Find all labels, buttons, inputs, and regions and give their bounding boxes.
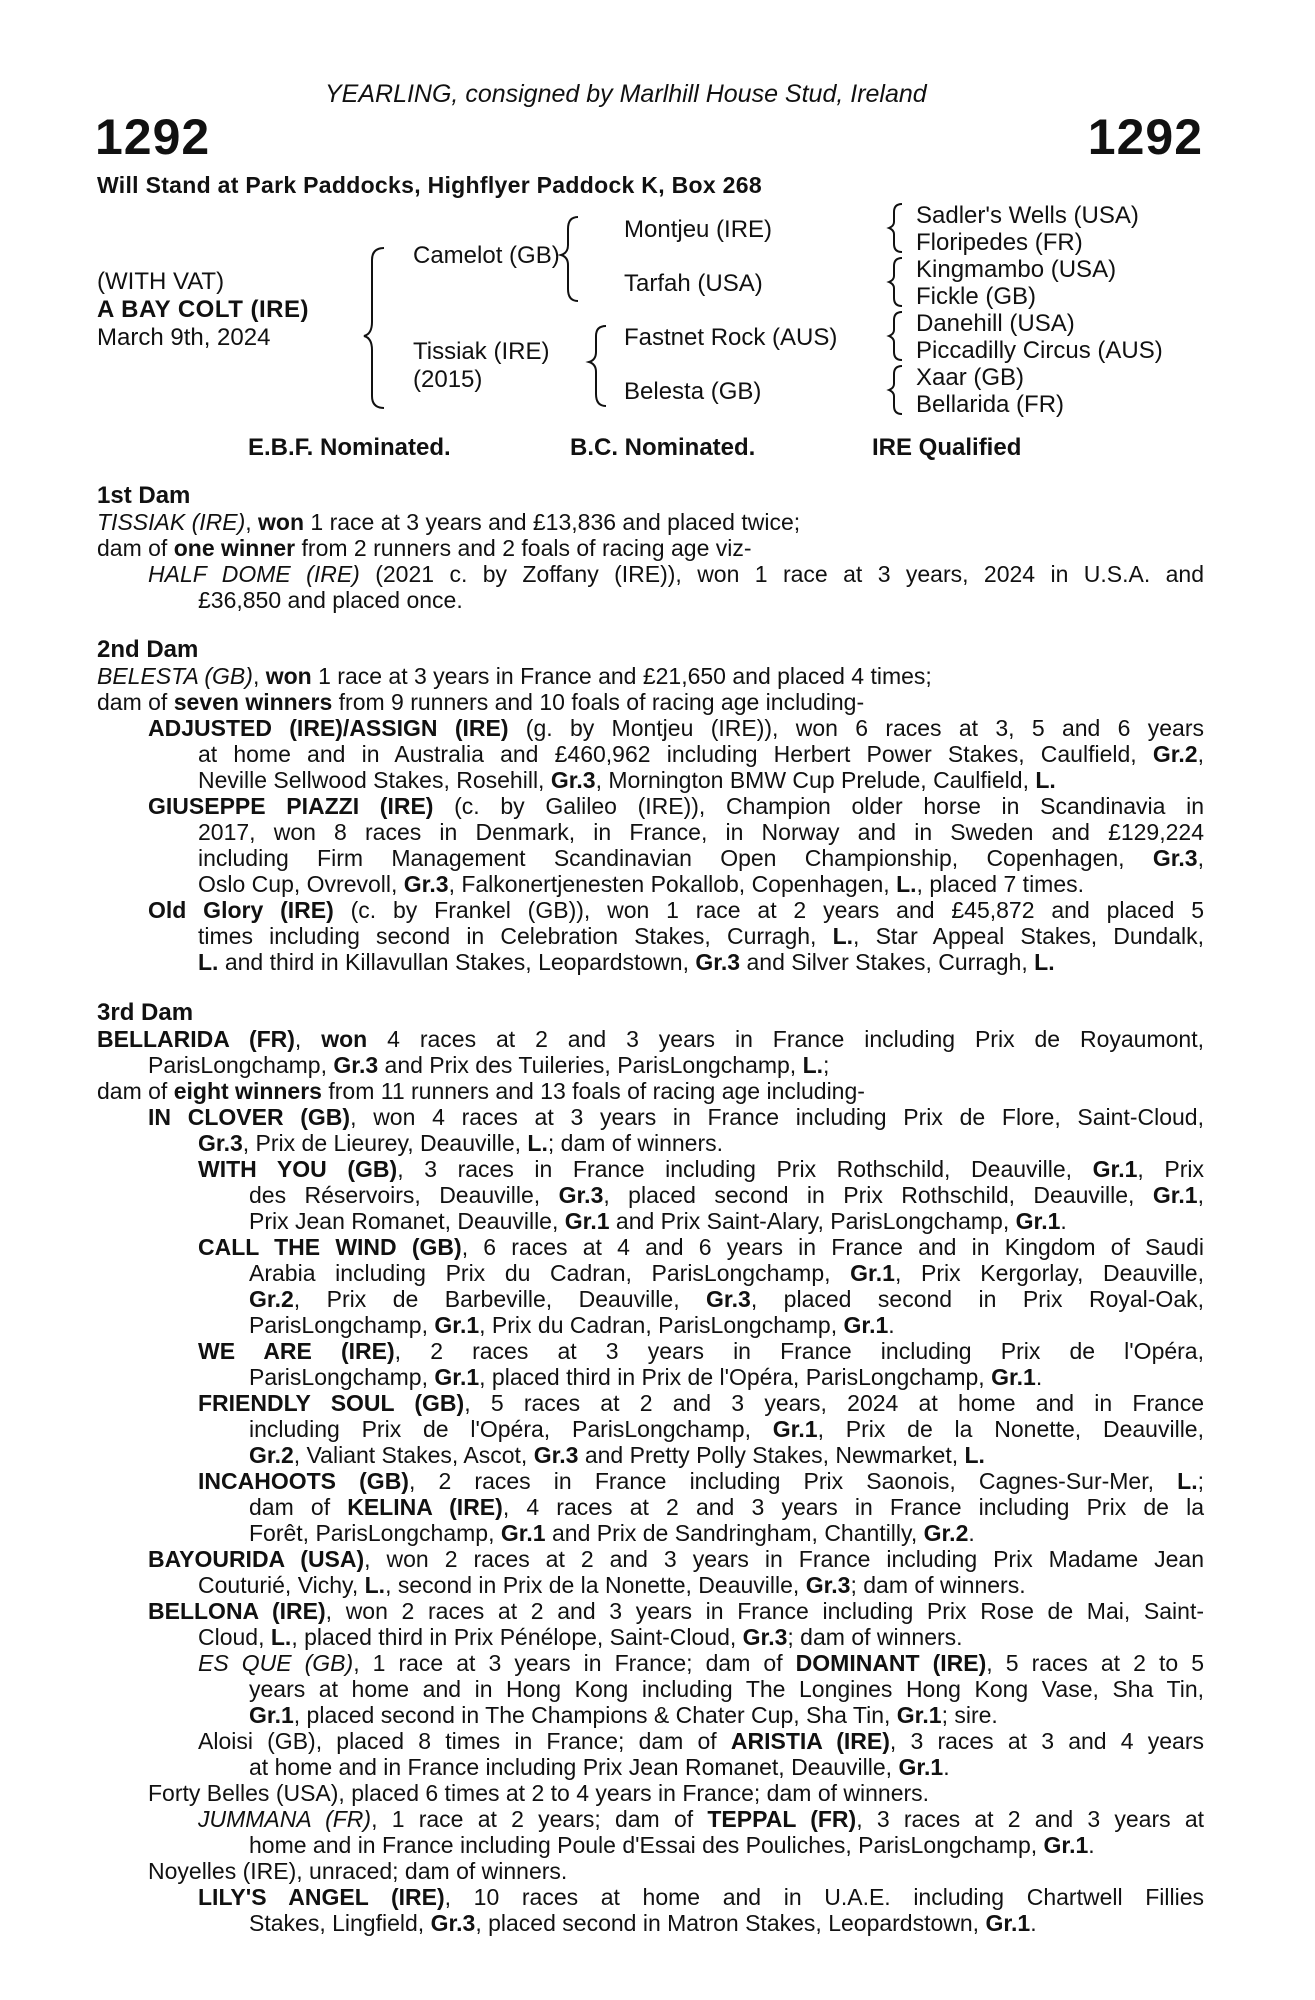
text-segment: ; dam of winners. [787, 1624, 963, 1650]
text-segment: TEPPAL (FR) [707, 1806, 857, 1832]
text-segment: from 9 runners and 10 foals of racing age including- [332, 689, 865, 715]
text-segment: KELINA (IRE) [347, 1494, 503, 1520]
text-segment: Gr.1 [772, 1416, 818, 1442]
brace-g3 [889, 312, 902, 360]
text-line [148, 1052, 829, 1078]
text-segment: . [888, 1312, 895, 1338]
dam-sire: Fastnet Rock (AUS) [624, 324, 838, 351]
text-segment: , 3 races at 3 and 4 years [889, 1728, 1204, 1754]
text-segment: 4 races at 2 and 3 years in France including Prix de Royaumont, [367, 1026, 1204, 1052]
text-segment: home and in France including Poule d'Essai des Pouliches, ParisLongchamp, [249, 1832, 1044, 1858]
text-line [198, 1806, 1204, 1832]
text-line [198, 1572, 1026, 1598]
text-segment: , [245, 509, 259, 535]
sire: Camelot (GB) [413, 242, 560, 269]
text-segment: 2nd Dam [97, 636, 199, 663]
text-segment: , placed second in Matron Stakes, Leopardstown, [475, 1910, 986, 1936]
text-segment: Gr.1 [850, 1260, 895, 1286]
text-segment: dam of [249, 1494, 348, 1520]
gen3-3: Kingmambo (USA) [916, 256, 1117, 283]
gen3-5: Danehill (USA) [916, 310, 1075, 337]
gen3-2: Floripedes (FR) [916, 229, 1083, 256]
text-segment: Oslo Cup, Ovrevoll, [198, 871, 404, 897]
text-segment: one winner [173, 535, 296, 561]
text-line [198, 1650, 1204, 1676]
text-segment: at home and in France including Prix Jean Romanet, Deauville, [249, 1754, 899, 1780]
dam-year: (2015) [413, 366, 483, 393]
text-segment: Gr.1 [434, 1312, 480, 1338]
text-segment: . [943, 1754, 950, 1780]
text-segment: Gr.3 [403, 871, 449, 897]
text-segment: GIUSEPPE PIAZZI (IRE) [148, 793, 434, 819]
text-line [249, 1702, 998, 1728]
text-segment: BELLONA (IRE) [148, 1598, 326, 1624]
text-segment: Gr.1 [896, 1702, 942, 1728]
text-segment: BELLARIDA (FR) [97, 1026, 295, 1052]
text-line [249, 1286, 1204, 1312]
text-line [249, 1312, 895, 1338]
text-segment: Gr.2 [1152, 741, 1198, 767]
text-line [198, 845, 1204, 871]
text-segment: BAYOURIDA (USA) [148, 1546, 365, 1572]
text-segment: , 5 races at 2 and 3 years, 2024 at home and in France [464, 1390, 1205, 1416]
text-line [198, 1728, 1204, 1754]
text-segment: Gr.3 [1152, 845, 1198, 871]
text-segment: Gr.1 [991, 1364, 1036, 1390]
text-segment: INCAHOOTS (GB) [198, 1468, 409, 1494]
text-segment: Forty Belles (USA), placed 6 times at 2 to 4 years in France; dam of winners. [148, 1780, 930, 1806]
text-segment: , 3 races at 2 and 3 years at [856, 1806, 1205, 1832]
text-segment: , placed second in Prix Royal-Oak, [750, 1286, 1204, 1312]
text-segment: ; dam of winners. [547, 1130, 724, 1156]
text-segment: Gr.1 [843, 1312, 889, 1338]
text-line [148, 561, 1204, 587]
text-segment: L. [527, 1130, 548, 1156]
text-segment: ARISTIA (IRE) [730, 1728, 890, 1754]
text-line [198, 1156, 1204, 1182]
text-line [198, 741, 1204, 767]
text-segment: , 2 races at 3 years in France including Prix de l'Opéra, [394, 1338, 1204, 1364]
text-segment: BELESTA (GB) [97, 663, 253, 689]
text-segment: 3rd Dam [97, 999, 194, 1026]
text-segment: , placed second in The Champions & Chater Cup, Sha Tin, [293, 1702, 897, 1728]
text-segment: Gr.1 [564, 1208, 610, 1234]
text-segment: , placed third in Prix de l'Opéra, ParisLongchamp, [479, 1364, 992, 1390]
text-segment: at home and in Australia and £460,962 including Herbert Power Stakes, Caulfield, [198, 741, 1153, 767]
text-segment: Gr.1 [1152, 1182, 1198, 1208]
text-segment: and Prix Saint-Alary, ParisLongchamp, [609, 1208, 1016, 1234]
text-segment: and Prix de Sandringham, Chantilly, [545, 1520, 924, 1546]
gen3-8: Bellarida (FR) [916, 391, 1065, 418]
gen3-4: Fickle (GB) [916, 283, 1036, 310]
text-segment: (2021 c. by Zoffany (IRE)), won 1 race at 3 years, 2024 in U.S.A. and [359, 561, 1204, 587]
gen3-1: Sadler's Wells (USA) [916, 202, 1139, 229]
text-segment: , 1 race at 3 years in France; dam of [353, 1650, 796, 1676]
section-heading [97, 1000, 193, 1026]
text-line [97, 1078, 865, 1104]
text-segment: des Réservoirs, Deauville, [249, 1182, 559, 1208]
text-segment: and Silver Stakes, Curragh, [740, 949, 1035, 975]
text-segment: Couturié, Vichy, [198, 1572, 365, 1598]
text-segment: won [258, 509, 305, 535]
text-segment: , won 2 races at 2 and 3 years in France including Prix Madame Jean [364, 1546, 1204, 1572]
text-segment: including Firm Management Scandinavian Open Championship, Copenhagen, [198, 845, 1153, 871]
text-line [249, 1182, 1204, 1208]
text-segment: Gr.3 [333, 1052, 379, 1078]
text-segment: Prix Jean Romanet, Deauville, [249, 1208, 565, 1234]
text-segment: seven winners [173, 689, 333, 715]
text-segment: CALL THE WIND (GB) [198, 1234, 462, 1260]
horse-name: A BAY COLT (IRE) [97, 296, 310, 323]
text-segment: L. [270, 1624, 292, 1650]
text-line [249, 1520, 975, 1546]
text-segment: Forêt, ParisLongchamp, [249, 1520, 501, 1546]
ire-qualified: IRE Qualified [872, 434, 1022, 461]
text-line [198, 1624, 963, 1650]
text-line [148, 715, 1204, 741]
text-segment: ; dam of winners. [850, 1572, 1026, 1598]
text-line [198, 1338, 1204, 1364]
text-segment: L. [832, 923, 854, 949]
section-heading [97, 637, 198, 663]
text-line [198, 1390, 1204, 1416]
brace-main [364, 248, 384, 408]
text-segment: IN CLOVER (GB) [148, 1104, 351, 1130]
text-line [148, 1780, 929, 1806]
text-segment: Gr.1 [500, 1520, 546, 1546]
gen3-6: Piccadilly Circus (AUS) [916, 337, 1163, 364]
text-line [148, 897, 1204, 923]
text-segment: and third in Killavullan Stakes, Leopardstown, [218, 949, 696, 975]
text-line [198, 767, 1056, 793]
text-segment: , 2 races in France including Prix Saonois, Cagnes-Sur-Mer, [408, 1468, 1178, 1494]
text-segment: Old Glory (IRE) [148, 897, 334, 923]
text-segment: from 2 runners and 2 foals of racing age viz- [295, 535, 752, 561]
text-segment: , 3 races in France including Prix Rothschild, Deauville, [397, 1156, 1093, 1182]
text-segment: Aloisi (GB), placed 8 times in France; dam of [198, 1728, 731, 1754]
text-segment: , 4 races at 2 and 3 years in France including Prix de la [502, 1494, 1204, 1520]
text-segment: , Star Appeal Stakes, Dundalk, [853, 923, 1204, 949]
text-segment: 1st Dam [97, 482, 191, 509]
brace-g1 [889, 204, 902, 252]
text-segment: £36,850 and placed once. [198, 587, 463, 613]
text-segment: Noyelles (IRE), unraced; dam of winners. [148, 1858, 568, 1884]
text-segment: 1 race at 3 years in France and £21,650 and placed 4 times; [311, 663, 932, 689]
text-segment: , Valiant Stakes, Ascot, [293, 1442, 534, 1468]
text-line [148, 1546, 1204, 1572]
gen3-7: Xaar (GB) [916, 364, 1025, 391]
text-segment: , [1197, 741, 1204, 767]
text-segment: times including second in Celebration Stakes, Curragh, [198, 923, 833, 949]
text-segment: , 10 races at home and in U.A.E. including Chartwell Fillies [444, 1884, 1204, 1910]
text-segment: and Prix des Tuileries, ParisLongchamp, [378, 1052, 803, 1078]
text-segment: ; [823, 1052, 830, 1078]
text-line [198, 949, 1055, 975]
sire-dam: Tarfah (USA) [624, 270, 763, 297]
text-line [97, 1026, 1204, 1052]
text-segment: won [321, 1026, 368, 1052]
text-segment: , [1197, 1182, 1204, 1208]
text-segment: Gr.1 [249, 1702, 294, 1728]
text-line [249, 1754, 950, 1780]
text-line [97, 689, 864, 715]
text-segment: , placed 7 times. [916, 871, 1085, 897]
text-segment: , won 2 races at 2 and 3 years in France including Prix Rose de Mai, Saint- [325, 1598, 1204, 1624]
brace-g4 [889, 366, 902, 414]
text-segment: Gr.1 [985, 1910, 1031, 1936]
text-segment: L. [964, 1442, 985, 1468]
text-segment: . [1060, 1208, 1067, 1234]
text-segment: ; [1197, 1468, 1204, 1494]
sire-sire: Montjeu (IRE) [624, 216, 773, 243]
text-segment: Gr.3 [550, 767, 596, 793]
foaling-date: March 9th, 2024 [97, 324, 271, 351]
text-line [198, 1130, 723, 1156]
text-line [148, 1598, 1204, 1624]
text-line [249, 1910, 1037, 1936]
text-segment: FRIENDLY SOUL (GB) [198, 1390, 465, 1416]
text-line [198, 819, 1204, 845]
text-segment: , won 4 races at 3 years in France including Prix de Flore, Saint-Cloud, [350, 1104, 1204, 1130]
text-segment: Stakes, Lingfield, [249, 1910, 431, 1936]
text-line [97, 535, 752, 561]
text-segment: , [294, 1026, 322, 1052]
text-segment: , Prix [1137, 1156, 1205, 1182]
dam: Tissiak (IRE) [413, 338, 550, 365]
text-segment: eight winners [173, 1078, 322, 1104]
text-line [249, 1208, 1067, 1234]
text-segment: L. [1177, 1468, 1198, 1494]
text-segment: , second in Prix de la Nonette, Deauville, [385, 1572, 806, 1598]
vat-note: (WITH VAT) [97, 268, 225, 295]
text-segment: , 5 races at 2 to 5 [986, 1650, 1204, 1676]
text-segment: L. [802, 1052, 824, 1078]
text-segment: , Prix de la Nonette, Deauville, [817, 1416, 1204, 1442]
text-segment: JUMMANA (FR) [198, 1806, 372, 1832]
text-segment: WE ARE (IRE) [198, 1338, 395, 1364]
text-segment: Gr.1 [1043, 1832, 1089, 1858]
text-line [249, 1260, 1204, 1286]
text-line [198, 1234, 1204, 1260]
text-segment: , Prix Kergorlay, Deauville, [894, 1260, 1204, 1286]
text-segment: LILY'S ANGEL (IRE) [198, 1884, 445, 1910]
text-segment: Gr.3 [805, 1572, 851, 1598]
text-line [249, 1416, 1204, 1442]
text-segment: , 1 race at 2 years; dam of [371, 1806, 708, 1832]
text-segment: dam of [97, 535, 174, 561]
text-segment: Gr.2 [923, 1520, 969, 1546]
text-segment: and Pretty Polly Stakes, Newmarket, [578, 1442, 965, 1468]
text-segment: dam of [97, 689, 174, 715]
text-line [198, 923, 1204, 949]
text-segment: from 11 runners and 13 foals of racing age including- [321, 1078, 865, 1104]
text-segment: , 6 races at 4 and 6 years in France and in Kingdom of Saudi [461, 1234, 1205, 1260]
text-segment: L. [896, 871, 917, 897]
text-line [148, 793, 1204, 819]
text-segment: Gr.3 [742, 1624, 788, 1650]
text-segment: Gr.3 [695, 949, 741, 975]
text-segment: Gr.2 [249, 1286, 294, 1312]
text-line [249, 1676, 1204, 1702]
text-line [198, 871, 1084, 897]
text-segment: (c. by Galileo (IRE)), Champion older horse in Scandinavia in [433, 793, 1205, 819]
ebf-nominated: E.B.F. Nominated. [248, 434, 451, 461]
text-line [198, 1468, 1204, 1494]
text-segment: . [968, 1520, 975, 1546]
text-segment: ParisLongchamp, [249, 1312, 435, 1338]
text-segment: , Mornington BMW Cup Prelude, Caulfield, [595, 767, 1036, 793]
text-segment: including Prix de l'Opéra, ParisLongchamp, [249, 1416, 773, 1442]
text-segment: 1 race at 3 years and £13,836 and placed twice; [304, 509, 801, 535]
text-line [249, 1832, 1095, 1858]
text-segment: Arabia including Prix du Cadran, ParisLongchamp, [249, 1260, 851, 1286]
text-segment: Gr.1 [1092, 1156, 1138, 1182]
text-segment: , [252, 663, 266, 689]
text-segment: won [265, 663, 312, 689]
text-segment: ES QUE (GB) [198, 1650, 354, 1676]
text-segment: , placed third in Prix Pénélope, Saint-Cloud, [291, 1624, 743, 1650]
text-line [198, 587, 463, 613]
text-segment: L. [198, 949, 219, 975]
text-line [249, 1442, 985, 1468]
text-segment: DOMINANT (IRE) [795, 1650, 987, 1676]
text-segment: 2017, won 8 races in Denmark, in France, in Norway and in Sweden and £129,224 [198, 819, 1204, 845]
text-line [97, 509, 800, 535]
text-segment: Gr.1 [1015, 1208, 1061, 1234]
text-segment: Gr.3 [430, 1910, 476, 1936]
text-segment: Gr.3 [558, 1182, 604, 1208]
text-segment: ParisLongchamp, [148, 1052, 334, 1078]
bc-nominated: B.C. Nominated. [570, 434, 756, 461]
dam-dam: Belesta (GB) [624, 378, 762, 405]
brace-dam [589, 326, 606, 406]
text-segment: Gr.1 [434, 1364, 480, 1390]
text-segment: years at home and in Hong Kong including The Longines Hong Kong Vase, Sha Tin, [249, 1676, 1204, 1702]
text-segment: Cloud, [198, 1624, 271, 1650]
text-segment: Gr.3 [706, 1286, 751, 1312]
lot-number-left: 1292 [95, 109, 211, 165]
text-line [148, 1104, 1204, 1130]
text-segment: Gr.2 [249, 1442, 294, 1468]
text-segment: L. [1034, 949, 1055, 975]
lot-number-right: 1292 [1087, 109, 1203, 165]
text-segment: . [1088, 1832, 1095, 1858]
text-segment: HALF DOME (IRE) [148, 561, 360, 587]
text-segment: ParisLongchamp, [249, 1364, 435, 1390]
text-segment: , [1197, 845, 1204, 871]
text-line [148, 1858, 567, 1884]
text-segment: (c. by Frankel (GB)), won 1 race at 2 years and £45,872 and placed 5 [333, 897, 1204, 923]
text-segment: dam of [97, 1078, 174, 1104]
section-heading [97, 483, 190, 509]
text-segment: , Prix de Barbeville, Deauville, [293, 1286, 707, 1312]
brace-g2 [889, 258, 902, 306]
text-segment: TISSIAK (IRE) [97, 509, 246, 535]
text-segment: . [1035, 1364, 1043, 1390]
text-segment: , Prix de Lieurey, Deauville, [242, 1130, 528, 1156]
text-segment: L. [364, 1572, 386, 1598]
text-segment: Neville Sellwood Stakes, Rosehill, [198, 767, 551, 793]
brace-sire [561, 217, 578, 301]
text-line [249, 1364, 1042, 1390]
text-segment: WITH YOU (GB) [198, 1156, 398, 1182]
text-segment: ADJUSTED (IRE)/ASSIGN (IRE) [148, 715, 509, 741]
text-segment: ; sire. [941, 1702, 998, 1728]
text-line [198, 1884, 1204, 1910]
text-segment: L. [1035, 767, 1056, 793]
text-line [249, 1494, 1204, 1520]
text-segment: , placed second in Prix Rothschild, Deauville, [603, 1182, 1153, 1208]
text-segment: , Prix du Cadran, ParisLongchamp, [479, 1312, 844, 1338]
stand-location: Will Stand at Park Paddocks, Highflyer Paddock K, Box 268 [97, 172, 762, 198]
consignor-line: YEARLING, consigned by Marlhill House Stud, Ireland [325, 80, 927, 108]
text-segment: . [1030, 1910, 1037, 1936]
text-line [97, 663, 932, 689]
text-segment: Gr.3 [198, 1130, 243, 1156]
text-segment: Gr.3 [533, 1442, 579, 1468]
text-segment: , Falkonertjenesten Pokallob, Copenhagen, [448, 871, 897, 897]
text-segment: Gr.1 [898, 1754, 944, 1780]
text-segment: (g. by Montjeu (IRE)), won 6 races at 3, 5 and 6 years [508, 715, 1204, 741]
